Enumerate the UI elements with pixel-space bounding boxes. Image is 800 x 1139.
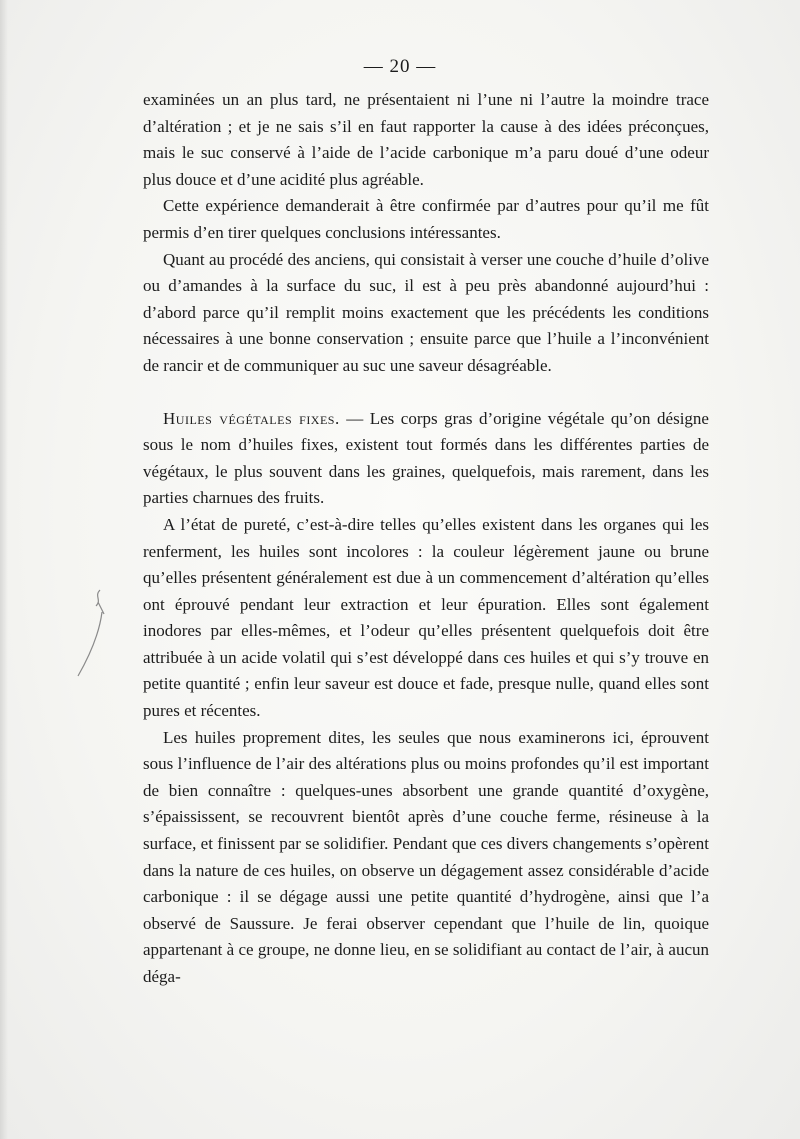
paragraph-1: examinées un an plus tard, ne présentaient ni l’une ni l’autre la moindre trace d’altération ; et je ne sais s’il en faut rapporter la cause à des idées préconçues, mais le suc conservé à l’aide de l’acide carbonique m’a paru doué d’une odeur plus douce et d’une acidité plus agréable. (143, 90, 709, 189)
margin-pencil-mark (72, 588, 112, 683)
paragraph-4-body: — Les corps gras d’origine végétale qu’on désigne sous le nom d’huiles fixes, existent tout formés dans les différentes parties de végétaux, le plus souvent dans les graines, quelquefois, mais rarement, dans les parties charnues des fruits. (143, 408, 709, 508)
page-edge-shadow (0, 0, 8, 1139)
paragraph-4 (143, 406, 709, 512)
page-number: — 20 — (363, 56, 437, 77)
paragraph-2: Cette expérience demanderait à être confirmée par d’autres pour qu’il me fût permis d’en tirer quelques conclusions intéressantes. (143, 196, 709, 242)
paragraph-5: A l’état de pureté, c’est-à-dire telles qu’elles existent dans les organes qui les renferment, les huiles sont incolores : la couleur légèrement jaune ou brune qu’elles présentent généralement est due à un commencement d’altération qu’elles ont éprouvé pendant leur extraction et leur épuration. Elles sont également inodores par elles-mêmes, et l’odeur qu’elles présentent quelquefois doit être attribuée à un acide volatil qui s’est développé dans ces huiles et qui s’y trouve en petite quantité ; enfin leur saveur est douce et fade, presque nulle, quand elles sont pures et récentes. (143, 514, 709, 721)
paragraph-3: Quant au procédé des anciens, qui consistait à verser une couche d’huile d’olive ou d’amandes à la surface du suc, il est à peu près abandonné aujourd’hui : d’abord parce qu’il remplit moins exactement que les précédents les conditions nécessaires à une bonne conservation ; ensuite parce que l’huile a l’inconvénient de rancir et de communiquer au suc une saveur désagréable. (143, 249, 709, 375)
body-text (143, 87, 709, 991)
paragraph-6: Les huiles proprement dites, les seules que nous examinerons ici, éprouvent sous l’influence de l’air des altérations plus ou moins profondes qu’il est important de bien connaître : quelques-unes absorbent une grande quantité d’oxygène, s’épaississent, se recouvrent bientôt après d’une couche ferme, résineuse à la surface, et finissent par se solidifier. Pendant que ces divers changements s’opèrent dans la nature de ces huiles, on observe un dégagement assez considérable d’acide carbonique : il se dégage aussi une petite quantité d’hydrogène, ainsi que l’a observé de Saussure. Je ferai observer cependant que l’huile de lin, quoique appartenant à ce groupe, ne donne lieu, en se solidifiant au contact de l’air, à aucun déga- (143, 727, 709, 986)
section-heading: Huiles végétales fixes. (163, 408, 340, 428)
